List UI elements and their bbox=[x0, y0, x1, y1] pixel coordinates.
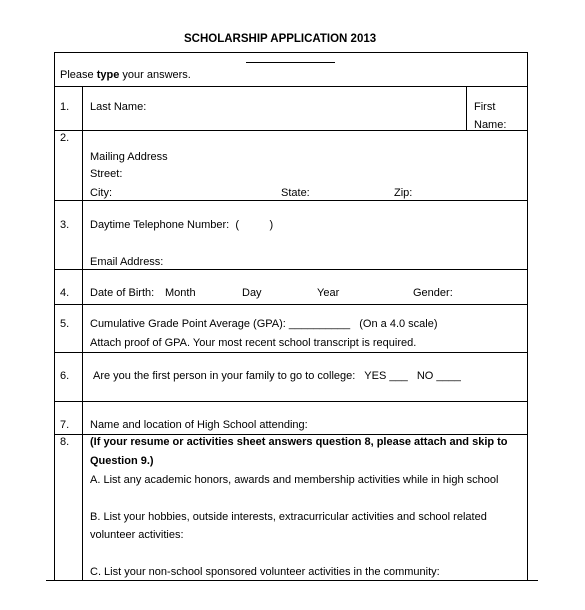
title-underline bbox=[246, 62, 335, 63]
question-8-note: (If your resume or activities sheet answers question 8, please attach and skip to bbox=[90, 436, 508, 448]
mailing-address-label: Mailing Address bbox=[90, 151, 168, 163]
row-number: 7. bbox=[60, 419, 70, 431]
table-left-border bbox=[54, 52, 55, 580]
gpa-attach-note: Attach proof of GPA. Your most recent school transcript is required. bbox=[90, 337, 417, 349]
row-number: 1. bbox=[60, 101, 70, 113]
row-number: 4. bbox=[60, 287, 70, 299]
month-label: Month bbox=[165, 287, 196, 299]
gender-label: Gender: bbox=[413, 287, 453, 299]
row-separator bbox=[54, 304, 528, 305]
row-separator bbox=[54, 269, 528, 270]
row-separator bbox=[54, 200, 528, 201]
gpa-label: Cumulative Grade Point Average (GPA): __________ (On a 4.0 scale) bbox=[90, 318, 438, 330]
page-title: SCHOLARSHIP APPLICATION 2013 bbox=[184, 33, 377, 45]
phone-label: Daytime Telephone Number: ( ) bbox=[90, 219, 274, 231]
row-separator bbox=[54, 434, 528, 435]
table-top-border bbox=[54, 52, 528, 53]
question-8-note-line2: Question 9.) bbox=[90, 455, 154, 467]
zip-label: Zip: bbox=[394, 187, 413, 199]
row-separator bbox=[54, 130, 528, 131]
first-name-label: First bbox=[474, 101, 496, 113]
row-separator bbox=[54, 352, 528, 353]
row-number: 3. bbox=[60, 219, 70, 231]
row-number: 8. bbox=[60, 436, 70, 448]
high-school-label: Name and location of High School attending: bbox=[90, 419, 308, 431]
page-bottom-line bbox=[46, 580, 538, 581]
question-8c: C. List your non-school sponsored volunteer activities in the community: bbox=[90, 566, 440, 578]
state-label: State: bbox=[281, 187, 310, 199]
row-separator bbox=[54, 86, 528, 87]
question-8b: B. List your hobbies, outside interests, extracurricular activities and school related bbox=[90, 511, 487, 523]
first-generation-question: Are you the first person in your family to go to college: YES ___ NO ____ bbox=[93, 370, 461, 382]
question-8a: A. List any academic honors, awards and membership activities while in high school bbox=[90, 474, 499, 486]
instructions-text: Please type your answers. bbox=[60, 69, 191, 81]
question-8b-line2: volunteer activities: bbox=[90, 529, 184, 541]
row-number: 2. bbox=[60, 132, 70, 144]
day-label: Day bbox=[242, 287, 262, 299]
last-name-label: Last Name: bbox=[90, 101, 147, 113]
table-right-border bbox=[527, 52, 528, 580]
city-label: City: bbox=[90, 187, 112, 199]
street-label: Street: bbox=[90, 168, 123, 180]
row-number: 6. bbox=[60, 370, 70, 382]
row-separator bbox=[54, 401, 528, 402]
row-number: 5. bbox=[60, 318, 70, 330]
year-label: Year bbox=[317, 287, 340, 299]
first-name-label-line2: Name: bbox=[474, 119, 507, 131]
number-column-divider bbox=[82, 86, 83, 580]
email-label: Email Address: bbox=[90, 256, 164, 268]
dob-label: Date of Birth: bbox=[90, 287, 155, 299]
first-name-divider bbox=[466, 86, 467, 130]
